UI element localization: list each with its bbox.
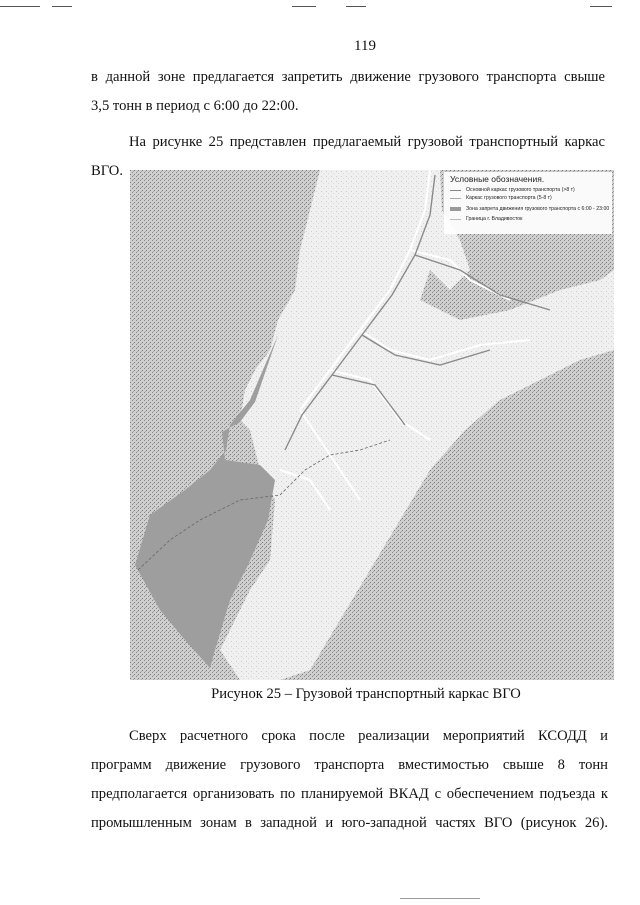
- text-line: промышленным зонам в западной и юго-западной частях ВГО (рисунок 26).: [91, 815, 608, 831]
- scan-artifact-line: [52, 6, 72, 7]
- scan-artifact-line: [0, 6, 40, 7]
- figure-map: [130, 170, 614, 680]
- legend-label: Граница г. Владивосток: [466, 216, 523, 222]
- legend-label: Каркас грузового транспорта (5-8 т): [466, 195, 552, 201]
- freight-network-map: [130, 170, 614, 680]
- paragraph-body: [91, 722, 608, 838]
- text-line: в данной зоне предлагается запретить движение грузового транспорта свыше: [91, 69, 605, 85]
- legend-title: Условные обозначения.: [450, 174, 545, 184]
- text-line: ВГО.: [91, 163, 123, 179]
- text-line: программ движение грузового транспорта вместимостью свыше 8 тонн: [91, 757, 608, 773]
- text-line: 3,5 тонн в период с 6:00 до 22:00.: [91, 98, 299, 114]
- legend-symbol-main-route: [450, 190, 461, 191]
- figure-caption: Рисунок 25 – Грузовой транспортный каркас ВГО: [211, 686, 521, 702]
- scan-artifact-line: [590, 6, 612, 7]
- legend-item: [444, 215, 612, 223]
- paragraph-continuation: [91, 63, 605, 121]
- scan-artifact-line: [292, 6, 316, 7]
- legend-label: Основной каркас грузового транспорта (>8 т): [466, 187, 575, 193]
- text-line: Сверх расчетного срока после реализации мероприятий КСОДД и: [129, 728, 608, 744]
- text-line: предполагается организовать по планируемой ВКАД с обеспечением подъезда к: [91, 786, 608, 802]
- page-number: 119: [354, 38, 376, 54]
- legend-symbol-restricted-zone: [450, 207, 461, 211]
- legend-label: Зона запрета движения грузового транспорта с 6:00 - 23:00: [466, 205, 610, 212]
- legend-item: [444, 186, 612, 194]
- legend-item: [444, 194, 612, 202]
- scan-artifact-line: [400, 898, 480, 899]
- text-line: На рисунке 25 представлен предлагаемый грузовой транспортный каркас: [129, 134, 605, 150]
- legend-item: [444, 202, 612, 215]
- legend-symbol-secondary-route: [450, 198, 461, 199]
- scan-artifact-line: [346, 6, 366, 7]
- map-legend: [444, 172, 612, 234]
- legend-symbol-city-boundary: [450, 219, 461, 220]
